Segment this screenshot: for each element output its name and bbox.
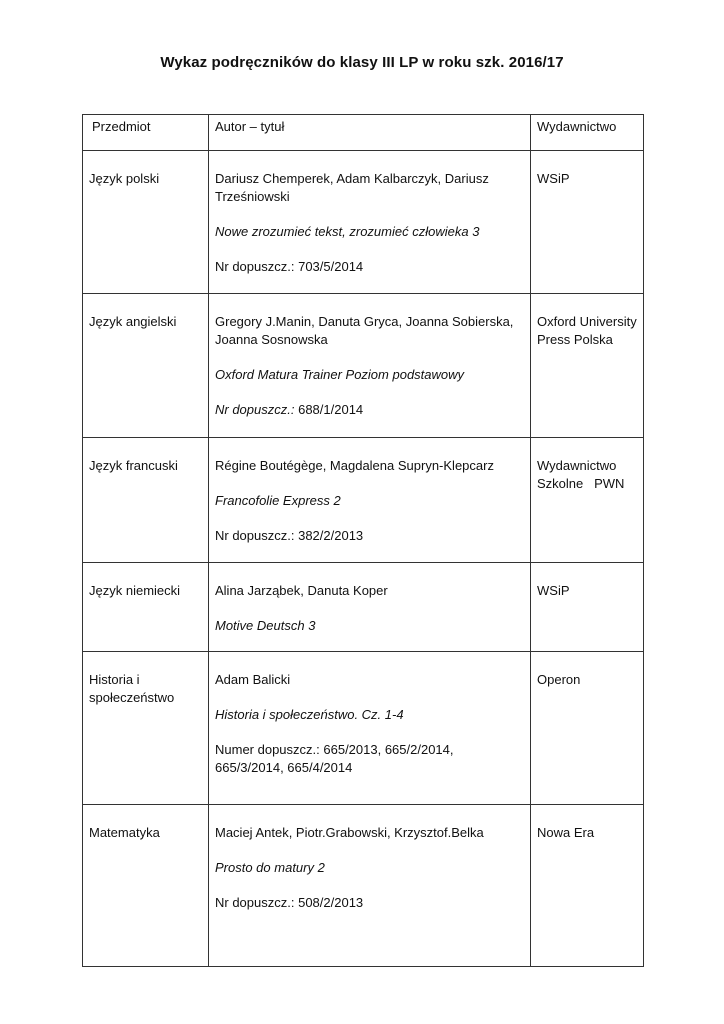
header-subject: Przedmiot xyxy=(83,115,209,151)
authors-text: Maciej Antek, Piotr.Grabowski, Krzysztof.Belka xyxy=(215,825,484,840)
table-row xyxy=(83,563,644,652)
book-title-text: Oxford Matura Trainer Poziom podstawowy xyxy=(215,367,465,382)
table-header-row xyxy=(83,115,644,151)
table-row xyxy=(83,805,644,967)
subject-cell: Matematyka xyxy=(83,805,209,967)
author-title-cell xyxy=(209,805,531,967)
approval-value: 382/2/2013 xyxy=(294,528,364,543)
approval-label: Nr dopuszcz.: xyxy=(215,895,295,910)
book-title-text: Motive Deutsch 3 xyxy=(215,618,316,633)
subject-cell: Historia i społeczeństwo xyxy=(83,652,209,805)
approval-label: Nr dopuszcz.: xyxy=(215,402,295,417)
author-title-cell xyxy=(209,652,531,805)
approval-number xyxy=(215,527,524,545)
table-row xyxy=(83,294,644,438)
authors-text: Régine Boutégège, Magdalena Supryn-Klepcarz xyxy=(215,458,494,473)
publisher-cell: Operon xyxy=(531,652,644,805)
approval-value: 665/2013, 665/2/2014, 665/3/2014, 665/4/2014 xyxy=(215,742,458,775)
approval-number xyxy=(215,741,524,777)
subject-cell: Język niemiecki xyxy=(83,563,209,652)
authors-text: Adam Balicki xyxy=(215,672,291,687)
author-title-cell xyxy=(209,294,531,438)
author-title-cell xyxy=(209,438,531,563)
page-title: Wykaz podręczników do klasy III LP w roku szk. 2016/17 xyxy=(160,54,564,71)
authors-text: Dariusz Chemperek, Adam Kalbarczyk, Dariusz Trześniowski xyxy=(215,171,489,204)
subject-cell: Język polski xyxy=(83,151,209,294)
table-row xyxy=(83,438,644,563)
publisher-cell: WSiP xyxy=(531,151,644,294)
author-title-cell xyxy=(209,563,531,652)
book-title-text: Historia i społeczeństwo. Cz. 1-4 xyxy=(215,707,404,722)
approval-value: 703/5/2014 xyxy=(294,259,364,274)
subject-cell: Język angielski xyxy=(83,294,209,438)
approval-number xyxy=(215,894,524,912)
approval-value: 688/1/2014 xyxy=(294,402,364,417)
subject-cell: Język francuski xyxy=(83,438,209,563)
table-row xyxy=(83,151,644,294)
authors-text: Alina Jarząbek, Danuta Koper xyxy=(215,583,388,598)
book-title-text: Nowe zrozumieć tekst, zrozumieć człowieka 3 xyxy=(215,224,480,239)
approval-number xyxy=(215,258,524,276)
approval-label: Numer dopuszcz.: xyxy=(215,742,320,757)
approval-value: 508/2/2013 xyxy=(294,895,364,910)
table-row xyxy=(83,652,644,805)
textbook-table xyxy=(82,114,644,967)
approval-label: Nr dopuszcz.: xyxy=(215,259,295,274)
publisher-cell: WSiP xyxy=(531,563,644,652)
publisher-cell: Oxford University Press Polska xyxy=(531,294,644,438)
approval-number xyxy=(215,401,524,419)
authors-text: Gregory J.Manin, Danuta Gryca, Joanna Sobierska, Joanna Sosnowska xyxy=(215,314,514,347)
book-title-text: Francofolie Express 2 xyxy=(215,493,341,508)
author-title-cell xyxy=(209,151,531,294)
header-author-title: Autor – tytuł xyxy=(209,115,531,151)
book-title-text: Prosto do matury 2 xyxy=(215,860,325,875)
publisher-cell: Nowa Era xyxy=(531,805,644,967)
header-publisher: Wydawnictwo xyxy=(531,115,644,151)
publisher-cell: Wydawnictwo Szkolne PWN xyxy=(531,438,644,563)
approval-label: Nr dopuszcz.: xyxy=(215,528,295,543)
